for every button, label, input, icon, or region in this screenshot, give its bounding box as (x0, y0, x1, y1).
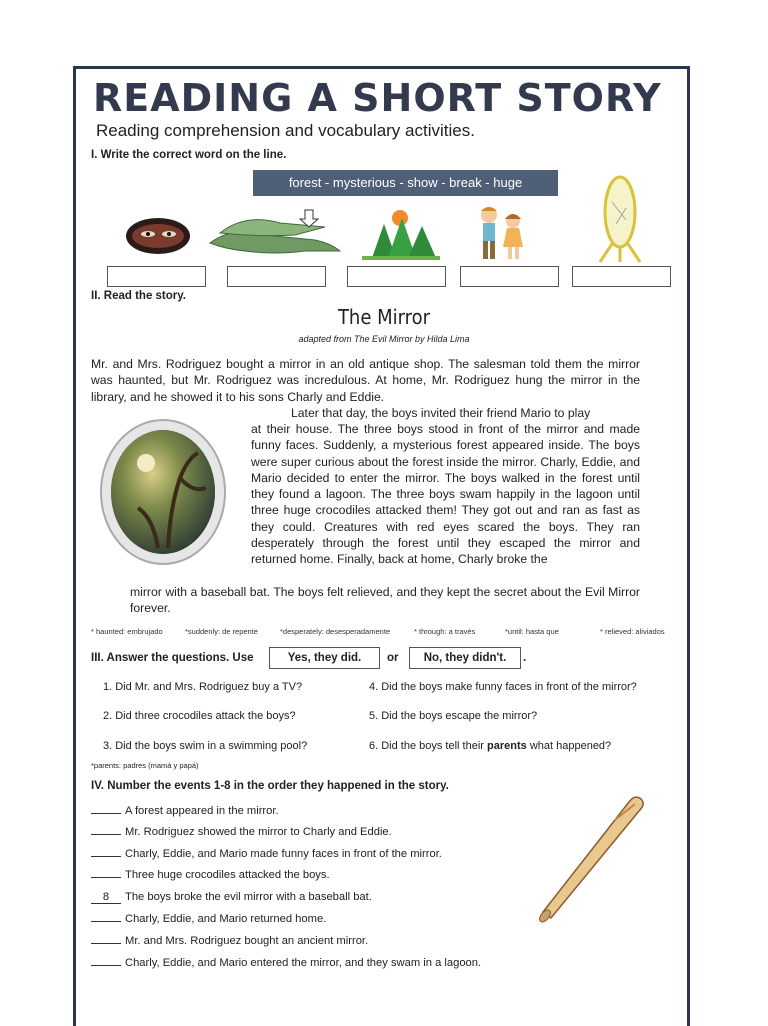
event-text: Three huge crocodiles attacked the boys. (125, 869, 330, 881)
word-bank: forest - mysterious - show - break - huge (253, 170, 558, 196)
children-icon (465, 203, 535, 265)
forest-icon (362, 206, 440, 261)
question-6 (369, 740, 611, 752)
glossary-item: * haunted: embrujado (91, 627, 163, 636)
section3-heading: III. Answer the questions. Use (91, 652, 254, 664)
story-title: The Mirror (337, 305, 431, 329)
glossary-item: *until: hasta que (505, 627, 559, 636)
event-number-blank[interactable] (91, 856, 121, 857)
event-number-blank[interactable] (91, 813, 121, 814)
event-item (91, 913, 326, 925)
page-subtitle: Reading comprehension and vocabulary activities. (96, 121, 475, 140)
event-item (91, 957, 481, 969)
story-credit: adapted from The Evil Mirror by Hilda Lima (298, 334, 470, 344)
mirror-icon (590, 172, 650, 267)
question-5: 5. Did the boys escape the mirror? (369, 710, 538, 722)
event-text: Mr. and Mrs. Rodriguez bought an ancient mirror. (125, 935, 369, 947)
question-4: 4. Did the boys make funny faces in front of the mirror? (369, 681, 637, 693)
section1-heading: I. Write the correct word on the line. (91, 149, 287, 161)
story-paragraph-bottom: mirror with a baseball bat. The boys felt relieved, and they kept the secret about the Evil Mirror forever. (130, 585, 640, 616)
baseball-bat-icon (515, 790, 665, 925)
event-number-blank[interactable] (91, 943, 121, 944)
event-number-blank[interactable]: 8 (91, 891, 121, 904)
parents-note: *parents: padres (mamá y papá) (91, 761, 199, 770)
answer-line-1[interactable] (107, 266, 206, 287)
question-6-start: 6. Did the boys tell their (369, 740, 488, 752)
event-item (91, 869, 330, 881)
question-3: 3. Did the boys swim in a swimming pool? (103, 740, 308, 752)
answer-line-2[interactable] (227, 266, 326, 287)
event-number-blank[interactable] (91, 965, 121, 966)
event-text: A forest appeared in the mirror. (125, 805, 279, 817)
story-side-first-line: Later that day, the boys invited their friend Mario to play (291, 406, 591, 420)
event-number-blank[interactable] (91, 877, 121, 878)
answer-line-3[interactable] (347, 266, 446, 287)
question-2: 2. Did three crocodiles attack the boys? (103, 710, 296, 722)
answer-line-4[interactable] (460, 266, 559, 287)
glossary-item: *suddenly: de repente (185, 627, 258, 636)
event-item (91, 826, 392, 838)
event-item (91, 848, 442, 860)
question-1: 1. Did Mr. and Mrs. Rodriguez buy a TV? (103, 681, 303, 693)
event-number-blank[interactable] (91, 834, 121, 835)
event-text: Charly, Eddie, and Mario entered the mirror, and they swam in a lagoon. (125, 957, 482, 969)
event-text: Charly, Eddie, and Mario made funny faces in front of the mirror. (125, 848, 442, 860)
event-item (91, 935, 368, 947)
section2-heading: II. Read the story. (91, 290, 187, 302)
glossary-item: * through: a través (414, 627, 476, 636)
eyes-icon (120, 210, 200, 260)
story-paragraph-side: at their house. The three boys stood in front of the mirror and made funny faces. Suddenly, a mysterious forest appeared inside. The boys were super curious about the forest inside the mirror. Charly, Eddie, and Mario decided to enter the mirror. The boys walked in the forest until they found a lagoon. The three boys swam happily in the lagoon until three huge crocodiles attacked them! They got out and ran as fast as they could. Creatures with red eyes scared the boys. They ran desperately through the forest until they escaped the mirror and returned home. Finally, back at home, Charly broke the (251, 422, 640, 567)
no-answer-box: No, they didn't. (409, 647, 521, 669)
event-text: The boys broke the evil mirror with a baseball bat. (125, 891, 372, 903)
event-item (91, 891, 372, 904)
question-6-end: what happened? (526, 740, 612, 752)
event-item (91, 805, 279, 817)
event-text: Charly, Eddie, and Mario returned home. (125, 913, 327, 925)
yes-answer-box: Yes, they did. (269, 647, 380, 669)
answer-line-5[interactable] (572, 266, 671, 287)
question-6-bold: parents (487, 740, 527, 752)
period-label: . (523, 652, 527, 664)
page-title: READING A SHORT STORY (93, 76, 662, 120)
magic-mirror-image (98, 418, 228, 566)
or-label: or (387, 652, 399, 664)
glossary-item: * relieved: aliviados (600, 627, 665, 636)
section4-heading: IV. Number the events 1-8 in the order they happened in the story. (91, 780, 449, 792)
event-number-blank[interactable] (91, 921, 121, 922)
event-text: Mr. Rodriguez showed the mirror to Charly and Eddie. (125, 826, 392, 838)
glossary-item: *desperately: desesperadamente (280, 627, 391, 636)
story-paragraph-top: Mr. and Mrs. Rodriguez bought a mirror in an old antique shop. The salesman told them the mirror was haunted, but Mr. Rodriguez was incredulous. At home, Mr. Rodriguez hung the mirror in the library, and he showed it to his sons Charly and Eddie. (91, 357, 640, 404)
crocodiles-icon (205, 205, 345, 263)
